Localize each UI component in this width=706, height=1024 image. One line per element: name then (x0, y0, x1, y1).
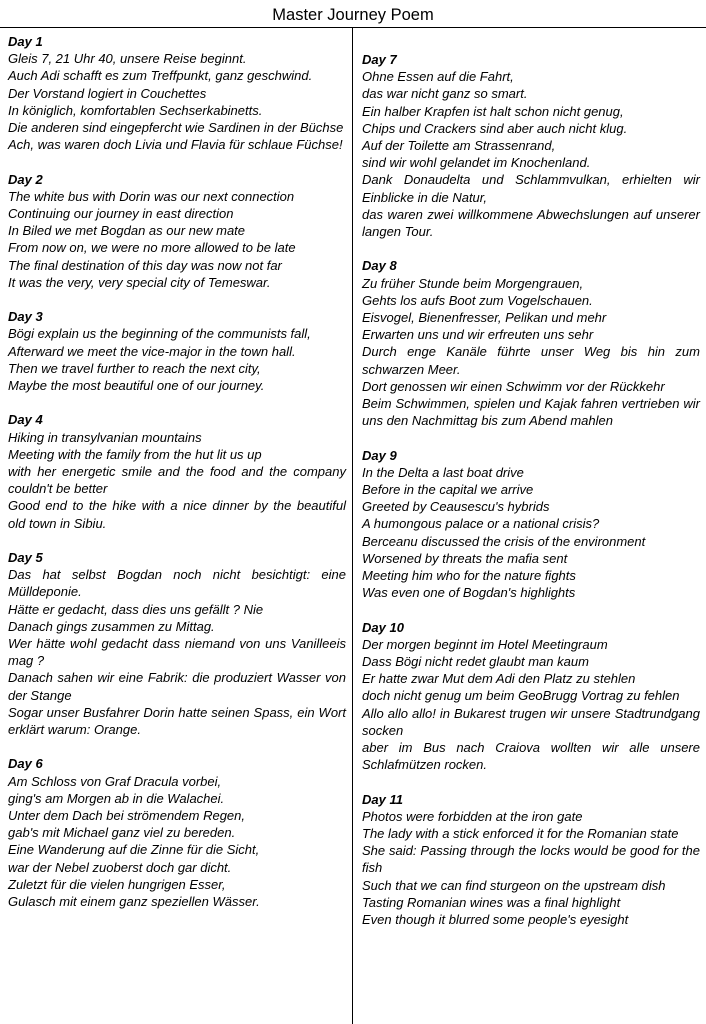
poem-line: Ach, was waren doch Livia und Flavia für schlaue Füchse! (8, 137, 343, 153)
day-heading: Day 10 (362, 619, 404, 635)
document-title: Master Journey Poem (0, 0, 706, 28)
poem-line: Maybe the most beautiful one of our journey. (8, 378, 265, 394)
poem-line: The white bus with Dorin was our next connection (8, 188, 295, 204)
poem-line: Ein halber Krapfen ist halt schon nicht genug, (362, 103, 624, 119)
poem-line: das waren zwei willkommene Abwechslungen auf unserer langen Tour. (362, 206, 700, 240)
left-column (0, 28, 353, 1024)
poem-line: Der morgen beginnt im Hotel Meetingraum (362, 636, 608, 652)
poem-line: Dank Donaudelta und Schlammvulkan, erhielten wir Einblicke in die Natur, (362, 172, 700, 205)
poem-line: Gleis 7, 21 Uhr 40, unsere Reise beginnt. (8, 51, 247, 67)
poem-line: Allo allo allo! in Bukarest trugen wir unsere Stadtrundgang socken (362, 705, 700, 738)
poem-line: In Biled we met Bogdan as our new mate (8, 223, 246, 239)
poem-line: Erwarten uns und wir erfreuten uns sehr (362, 327, 594, 343)
day-section (8, 33, 352, 153)
poem-line: Such that we can find sturgeon on the upstream dish (362, 877, 666, 893)
poem-line: Then we travel further to reach the next city, (8, 360, 261, 376)
poem-line: Das hat selbst Bogdan noch nicht besichtigt: eine Mülldeponie. (8, 567, 346, 600)
poem-lines (362, 275, 706, 430)
poem-line: Am Schloss von Graf Dracula vorbei, (8, 773, 222, 789)
poem-line: Meeting with the family from the hut lit us up (8, 446, 262, 462)
poem-line: Ohne Essen auf die Fahrt, (362, 69, 514, 85)
poem-lines (8, 773, 352, 911)
poem-lines (8, 566, 352, 738)
poem-line: Photos were forbidden at the iron gate (362, 808, 583, 824)
poem-lines (8, 429, 352, 532)
poem-lines (362, 636, 706, 774)
poem-line: Chips und Crackers sind aber auch nicht klug. (362, 120, 628, 136)
day-section (8, 549, 352, 738)
day-section (8, 171, 352, 291)
poem-line: war der Nebel zuoberst doch gar dicht. (8, 859, 232, 875)
poem-line: Before in the capital we arrive (362, 482, 534, 498)
poem-line: Meeting him who for the nature fights (362, 568, 576, 584)
poem-line: Wer hätte wohl gedacht dass niemand von uns Vanilleeis mag ? (8, 636, 346, 669)
poem-line: Danach gings zusammen zu Mittag. (8, 618, 215, 634)
poem-line: Zuletzt für die vielen hungrigen Esser, (8, 876, 226, 892)
day-heading: Day 2 (8, 171, 43, 187)
poem-line: Der Vorstand logiert in Couchettes (8, 85, 207, 101)
poem-line: aber im Bus nach Craiova wollten wir alle unsere Schlafmützen rocken. (362, 740, 700, 773)
poem-line: Even though it blurred some people's eyesight (362, 912, 629, 928)
day-section (8, 308, 352, 394)
poem-line: In königlich, komfortablen Sechserkabinetts. (8, 102, 263, 118)
poem-line: Berceanu discussed the crisis of the environment (362, 533, 646, 549)
right-column (353, 28, 706, 1024)
poem-line: It was the very, very special city of Temeswar. (8, 274, 271, 290)
poem-line: From now on, we were no more allowed to be late (8, 240, 296, 256)
day-section (362, 791, 706, 929)
day-heading: Day 4 (8, 412, 43, 428)
poem-line: Good end to the hike with a nice dinner by the beautiful old town in Sibiu. (8, 498, 346, 531)
day-heading: Day 1 (8, 34, 43, 49)
poem-line: A humongous palace or a national crisis? (362, 516, 600, 532)
poem-table (0, 28, 706, 1024)
day-heading: Day 3 (8, 309, 43, 325)
day-section (362, 447, 706, 602)
poem-line: Tasting Romanian wines was a final highlight (362, 894, 621, 910)
day-heading: Day 8 (362, 258, 397, 274)
day-section (362, 257, 706, 429)
poem-line: Hätte er gedacht, dass dies uns gefällt ? Nie (8, 601, 264, 617)
poem-lines (8, 50, 352, 153)
poem-line: Auf der Toilette am Strassenrand, (362, 138, 556, 154)
poem-line: Bögi explain us the beginning of the communists fall, (8, 326, 311, 342)
poem-line: Danach sahen wir eine Fabrik: die produziert Wasser von der Stange (8, 670, 346, 703)
poem-line: Die anderen sind eingepfercht wie Sardinen in der Büchse (8, 120, 344, 136)
poem-line: Gehts los aufs Boot zum Vogelschauen. (362, 292, 593, 308)
poem-line: ging's am Morgen ab in die Walachei. (8, 790, 225, 806)
poem-line: Eisvogel, Bienenfresser, Pelikan und mehr (362, 310, 607, 326)
poem-line: Beim Schwimmen, spielen und Kajak fahren vertrieben wir uns den Nachmittag bis zum Abend mahlen (362, 396, 700, 429)
poem-line: Dass Bögi nicht redet glaubt man kaum (362, 654, 589, 670)
day-heading: Day 11 (362, 791, 403, 807)
day-section (362, 51, 706, 240)
poem-line: with her energetic smile and the food and the company couldn't be better (8, 464, 346, 497)
poem-line: Continuing our journey in east direction (8, 206, 234, 222)
poem-line: sind wir wohl gelandet im Knochenland. (362, 155, 591, 171)
day-heading: Day 5 (8, 550, 43, 566)
day-heading: Day 9 (362, 447, 397, 463)
poem-line: Auch Adi schafft es zum Treffpunkt, ganz geschwind. (8, 68, 313, 84)
poem-line: Dort genossen wir einen Schwimm vor der Rückkehr (362, 378, 665, 394)
day-section (8, 755, 352, 910)
poem-line: gab's mit Michael ganz viel zu bereden. (8, 825, 236, 841)
poem-line: Greeted by Ceausescu's hybrids (362, 499, 550, 515)
day-section (8, 411, 352, 531)
poem-lines (8, 188, 352, 291)
day-heading: Day 7 (362, 52, 397, 67)
poem-line: Zu früher Stunde beim Morgengrauen, (362, 275, 584, 291)
poem-line: Afterward we meet the vice-major in the town hall. (8, 343, 296, 359)
poem-line: Sogar unser Busfahrer Dorin hatte seinen Spass, ein Wort erklärt warum: Orange. (8, 704, 346, 738)
poem-line: In the Delta a last boat drive (362, 464, 524, 480)
poem-line: Was even one of Bogdan's highlights (362, 585, 576, 601)
poem-line: Gulasch mit einem ganz speziellen Wässer. (8, 894, 260, 910)
day-section (362, 619, 706, 774)
poem-line: The lady with a stick enforced it for the Romanian state (362, 826, 679, 842)
poem-line: Durch enge Kanäle führte unser Weg bis hin zum schwarzen Meer. (362, 344, 700, 377)
poem-line: She said: Passing through the locks would be good for the fish (362, 843, 700, 876)
poem-line: The final destination of this day was now not far (8, 257, 282, 273)
poem-lines (362, 464, 706, 602)
poem-lines (362, 808, 706, 928)
poem-line: Worsened by threats the mafia sent (362, 550, 568, 566)
day-heading: Day 6 (8, 756, 43, 772)
poem-line: doch nicht genug um beim GeoBrugg Vortrag zu fehlen (362, 688, 680, 704)
poem-line: Er hatte zwar Mut dem Adi den Platz zu stehlen (362, 671, 636, 687)
poem-line: das war nicht ganz so smart. (362, 86, 528, 102)
poem-line: Unter dem Dach bei strömendem Regen, (8, 808, 246, 824)
poem-lines (362, 68, 706, 240)
poem-line: Eine Wanderung auf die Zinne für die Sicht, (8, 842, 260, 858)
poem-line: Hiking in transylvanian mountains (8, 429, 202, 445)
poem-lines (8, 325, 352, 394)
